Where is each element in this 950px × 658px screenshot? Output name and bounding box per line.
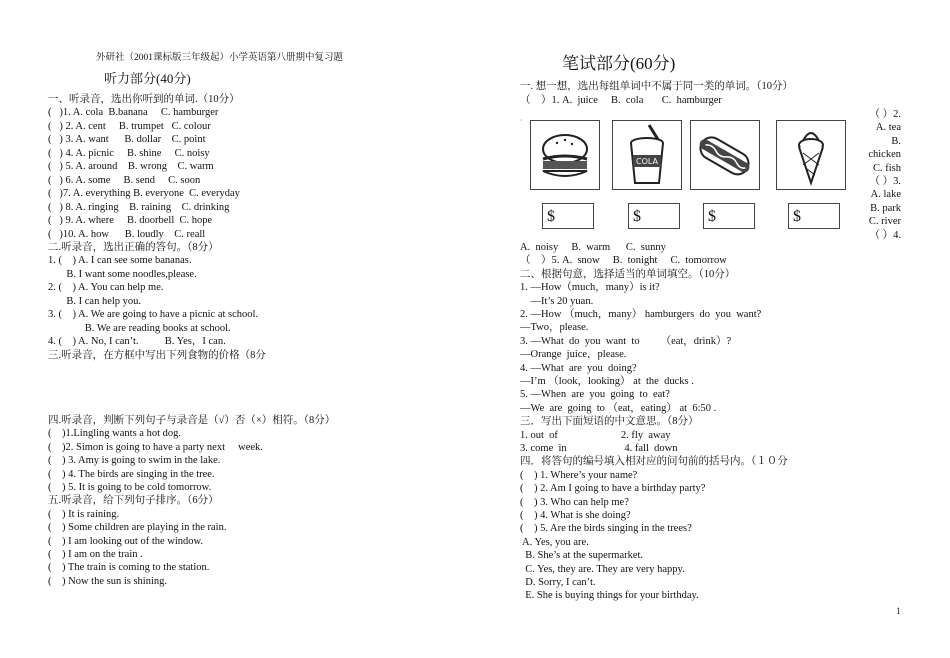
narrow-line: B. xyxy=(891,135,901,147)
written-section-title: 笔试部分(60分) xyxy=(562,54,676,73)
text-line: B. I can help you. xyxy=(48,295,142,307)
narrow-line: A. lake xyxy=(870,189,901,201)
text-line: —We are going to （eat，eating） at 6:50 . xyxy=(520,402,717,414)
text-line: ( ) The train is coming to the station. xyxy=(48,562,210,574)
corner-mark: · xyxy=(520,116,523,125)
text-line: （ ）5. A. snow B. tonight C. tomorrow xyxy=(520,255,727,267)
text-line: 1. out of 2. fly away xyxy=(520,429,671,441)
text-line: A. noisy B. warm C. sunny xyxy=(520,242,666,253)
text-line: 2. ( ) A. You can help me. xyxy=(48,282,164,294)
text-line: 二、根据句意，选择适当的单词填空。（10分） xyxy=(520,268,736,280)
text-line: C. Yes, they are. They are very happy. xyxy=(520,563,685,575)
page-number: 1 xyxy=(896,606,901,616)
text-line: 1. —How（much，many）is it? xyxy=(520,282,660,294)
ice-cream-image xyxy=(776,120,846,190)
text-line: ( )1. A. cola B.banana C. hamburger xyxy=(48,107,219,119)
price-box-hot-dog[interactable]: $ xyxy=(703,203,755,229)
hamburger-image xyxy=(530,120,600,190)
narrow-line: （ ）2. xyxy=(869,109,901,120)
text-line: ( ) 5. A. around B. wrong C. warm xyxy=(48,161,214,173)
price-box-hamburger[interactable]: $ xyxy=(542,203,594,229)
cola-image xyxy=(612,120,682,190)
text-line: ( ) 8. A. ringing B. raining C. drinking xyxy=(48,201,230,213)
text-line: A. Yes, you are. xyxy=(520,536,589,548)
text-line: ( ) 4. A. picnic B. shine C. noisy xyxy=(48,147,210,159)
text-line: ( ) Now the sun is shining. xyxy=(48,575,167,587)
text-line: 一、听录音，选出你听到的单词.（10分） xyxy=(48,94,240,105)
text-line: ( ) 3. Amy is going to swim in the lake. xyxy=(48,455,221,467)
narrow-line: C. fish xyxy=(872,162,901,174)
text-line: D. Sorry, I can’t. xyxy=(520,577,596,588)
text-line: 1. ( ) A. I can see some bananas. xyxy=(48,255,192,267)
text-line: ( ) It is raining. xyxy=(48,508,120,520)
text-line: ( ) 4. The birds are singing in the tree. xyxy=(48,468,215,480)
text-line: （ ）1. A. juice B. cola C. hamburger xyxy=(520,94,722,106)
text-line: ( ) 5. It is going to be cold tomorrow. xyxy=(48,482,212,493)
price-box-cola[interactable]: $ xyxy=(628,203,680,229)
text-line: 四.听录音，判断下列句子与录音是（√）否（×）相符。（8分） xyxy=(48,415,336,426)
text-line: ( ) 3. Who can help me? xyxy=(520,496,629,508)
text-line: 三．写出下面短语的中文意思。（8分） xyxy=(520,416,699,428)
text-line: 三.听录音，在方框中写出下列食物的价格（8分 xyxy=(48,349,266,361)
narrow-line: （ ）3. xyxy=(869,176,901,188)
text-line: ( ) 4. What is she doing? xyxy=(520,510,631,521)
text-line: 2. —How （much，many） hamburgers do you want? xyxy=(520,309,762,320)
text-line: 3. come in 4. fall down xyxy=(520,443,678,454)
text-line: 一. 想一想，选出每组单词中不属于同一类的单词。（10分） xyxy=(520,81,793,92)
text-line: 四．将答句的编号填入相对应的问句前的括号内。（１０分 xyxy=(520,456,788,468)
text-line: —Two，please. xyxy=(520,322,589,334)
hot-dog-image xyxy=(690,120,760,190)
text-line: —It’s 20 yuan. xyxy=(520,295,594,307)
text-line: ( )10. A. how B. loudly C. reall xyxy=(48,228,206,240)
narrow-line: （ ）4. xyxy=(869,229,901,241)
text-line: 五.听录音，给下列句子排序。（6分） xyxy=(48,495,219,507)
text-line: ( ) Some children are playing in the rain. xyxy=(48,522,227,534)
text-line: ( ) 2. Am I going to have a birthday party? xyxy=(520,483,706,495)
text-line: ( ) I am looking out of the window. xyxy=(48,535,204,547)
narrow-line: B. park xyxy=(870,202,901,214)
text-line: 4. —What are you doing? xyxy=(520,362,637,374)
narrow-line: A. tea xyxy=(875,122,901,134)
price-box-ice-cream[interactable]: $ xyxy=(788,203,840,229)
text-line: 3. ( ) A. We are going to have a picnic at school. xyxy=(48,309,259,321)
narrow-column xyxy=(853,108,901,242)
text-line: 5. —When are you going to eat? xyxy=(520,389,670,401)
listening-section-title: 听力部分(40分) xyxy=(104,71,191,86)
text-line: 3. —What do you want to （eat，drink）? xyxy=(520,335,732,347)
text-line: ( ) 3. A. want B. dollar C. point xyxy=(48,134,206,146)
text-line: ( ) 5. Are the birds singing in the trees? xyxy=(520,523,692,535)
text-line: ( ) 2. A. cent B. trumpet C. colour xyxy=(48,120,211,132)
text-line: ( )1.Lingling wants a hot dog. xyxy=(48,428,181,440)
text-line: ( ) 6. A. some B. send C. soon xyxy=(48,174,201,186)
text-line: ( ) I am on the train . xyxy=(48,549,143,560)
text-line: E. She is buying things for your birthday. xyxy=(520,590,699,602)
text-line: 二.听录音，选出正确的答句。（8分） xyxy=(48,241,219,253)
text-line: B. She’s at the supermarket. xyxy=(520,550,644,562)
narrow-line: chicken xyxy=(868,149,901,161)
text-line: ( ) 1. Where’s your name? xyxy=(520,469,638,481)
text-line: B. I want some noodles,please. xyxy=(48,268,197,280)
text-line: 4. ( ) A. No, I can’t. B. Yes，I can. xyxy=(48,336,226,348)
narrow-line: C. river xyxy=(868,216,901,228)
text-line: —I’m （look，looking） at the ducks . xyxy=(520,376,694,387)
exam-header: 外研社（2001课标版三年级起）小学英语第八册期中复习题 xyxy=(96,53,344,63)
text-line: ( )7. A. everything B. everyone C. everyday xyxy=(48,188,240,200)
text-line: ( ) 9. A. where B. doorbell C. hope xyxy=(48,215,213,227)
svg-text:COLA: COLA xyxy=(636,157,658,166)
text-line: ( )2. Simon is going to have a party next week. xyxy=(48,441,263,453)
text-line: —Orange juice，please. xyxy=(520,349,627,361)
text-line: B. We are reading books at school. xyxy=(48,322,231,334)
